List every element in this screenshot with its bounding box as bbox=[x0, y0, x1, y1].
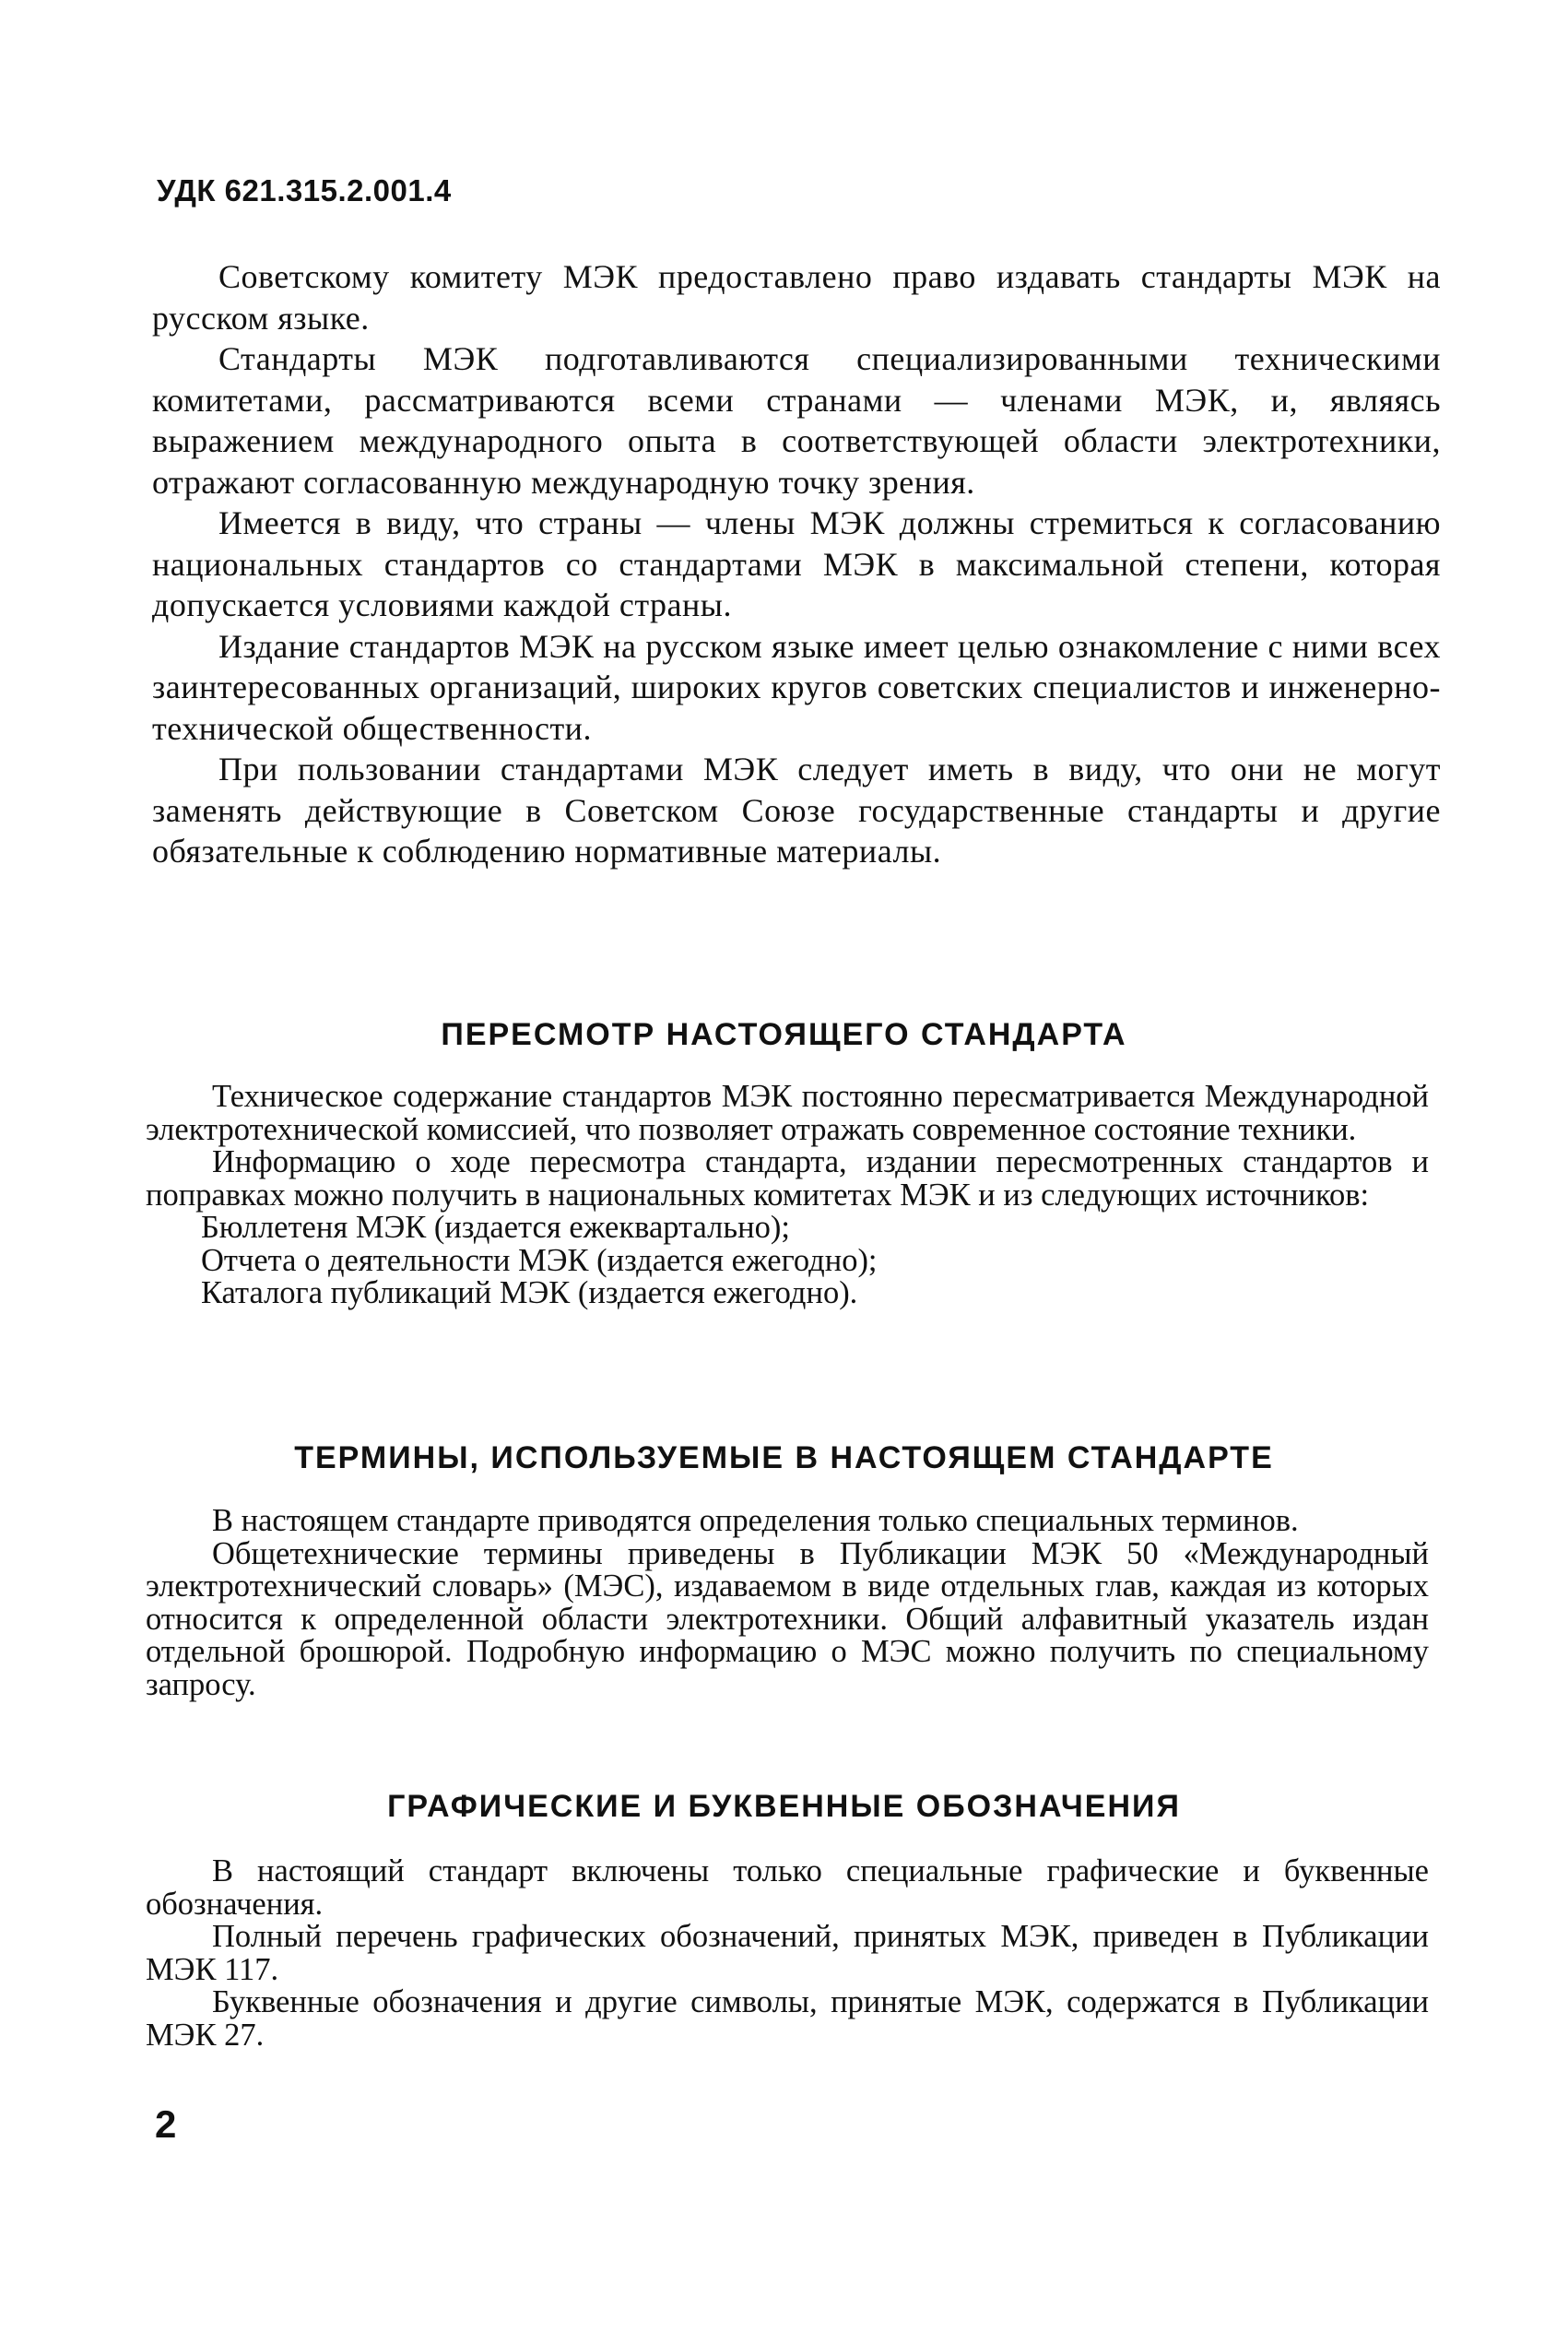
intro-paragraph: Имеется в виду, что страны — члены МЭК должны стремиться к согласованию национальных стандартов со стандартами МЭК в максимальной степени, которая допускается условиями каждой страны. bbox=[152, 504, 1441, 623]
revision-section bbox=[146, 1081, 1429, 1310]
symbols-section bbox=[146, 1855, 1429, 2052]
intro-section bbox=[152, 256, 1441, 872]
source-list-item: Бюллетеня МЭК (издается ежеквартально); bbox=[201, 1210, 790, 1245]
symbols-paragraph: Буквенные обозначения и другие символы, принятые МЭК, содержатся в Публикации МЭК 27. bbox=[146, 1984, 1429, 2053]
intro-paragraph: Стандарты МЭК подготавливаются специализированными техническими комитетами, рассматриваются всеми странами — членами МЭК, и, являясь выражением международного опыта в соответствующей области электротехники, отражают согласованную международную точку зрения. bbox=[152, 340, 1441, 501]
intro-paragraph: Советскому комитету МЭК предоставлено право издавать стандарты МЭК на русском языке. bbox=[152, 258, 1441, 337]
terms-heading: ТЕРМИНЫ, ИСПОЛЬЗУЕМЫЕ В НАСТОЯЩЕМ СТАНДАРТЕ bbox=[294, 1440, 1274, 1475]
intro-paragraph: При пользовании стандартами МЭК следует иметь в виду, что они не могут заменять действующие в Советском Союзе государственные стандарты и другие обязательные к соблюдению нормативные материалы. bbox=[152, 751, 1441, 870]
source-list-item: Каталога публикаций МЭК (издается ежегодно). bbox=[201, 1275, 858, 1310]
page-number: 2 bbox=[155, 2102, 177, 2146]
source-list-item: Отчета о деятельности МЭК (издается ежегодно); bbox=[201, 1242, 878, 1278]
revision-paragraph: Информацию о ходе пересмотра стандарта, издании пересмотренных стандартов и поправках можно получить в национальных комитетах МЭК и из следующих источников: bbox=[146, 1144, 1429, 1213]
udk-code: УДК 621.315.2.001.4 bbox=[157, 173, 452, 207]
symbols-paragraph: Полный перечень графических обозначений, принятых МЭК, приведен в Публикации МЭК 117. bbox=[146, 1919, 1429, 1987]
symbols-heading: ГРАФИЧЕСКИЕ И БУКВЕННЫЕ ОБОЗНАЧЕНИЯ bbox=[387, 1789, 1181, 1824]
symbols-paragraph: В настоящий стандарт включены только специальные графические и буквенные обозначения. bbox=[146, 1853, 1429, 1922]
terms-paragraph: В настоящем стандарте приводятся определения только специальных терминов. bbox=[212, 1503, 1299, 1538]
terms-paragraph: Общетехнические термины приведены в Публикации МЭК 50 «Международный электротехнический словарь» (МЭС), издаваемом в виде отдельных глав, каждая из которых относится к определенной области электротехники. Общий алфавитный указатель издан отдельной брошюрой. Подробную информацию о МЭС можно получить по специальному запросу. bbox=[146, 1535, 1429, 1702]
intro-paragraph: Издание стандартов МЭК на русском языке имеет целью ознакомление с ними всех заинтересованных организаций, широких кругов советских специалистов и инженерно-технической общественности. bbox=[152, 627, 1441, 747]
revision-heading: ПЕРЕСМОТР НАСТОЯЩЕГО СТАНДАРТА bbox=[441, 1017, 1127, 1052]
revision-paragraph: Техническое содержание стандартов МЭК постоянно пересматривается Международной электротехнической комиссией, что позволяет отражать современное состояние техники. bbox=[146, 1079, 1429, 1147]
terms-section bbox=[146, 1505, 1429, 1701]
